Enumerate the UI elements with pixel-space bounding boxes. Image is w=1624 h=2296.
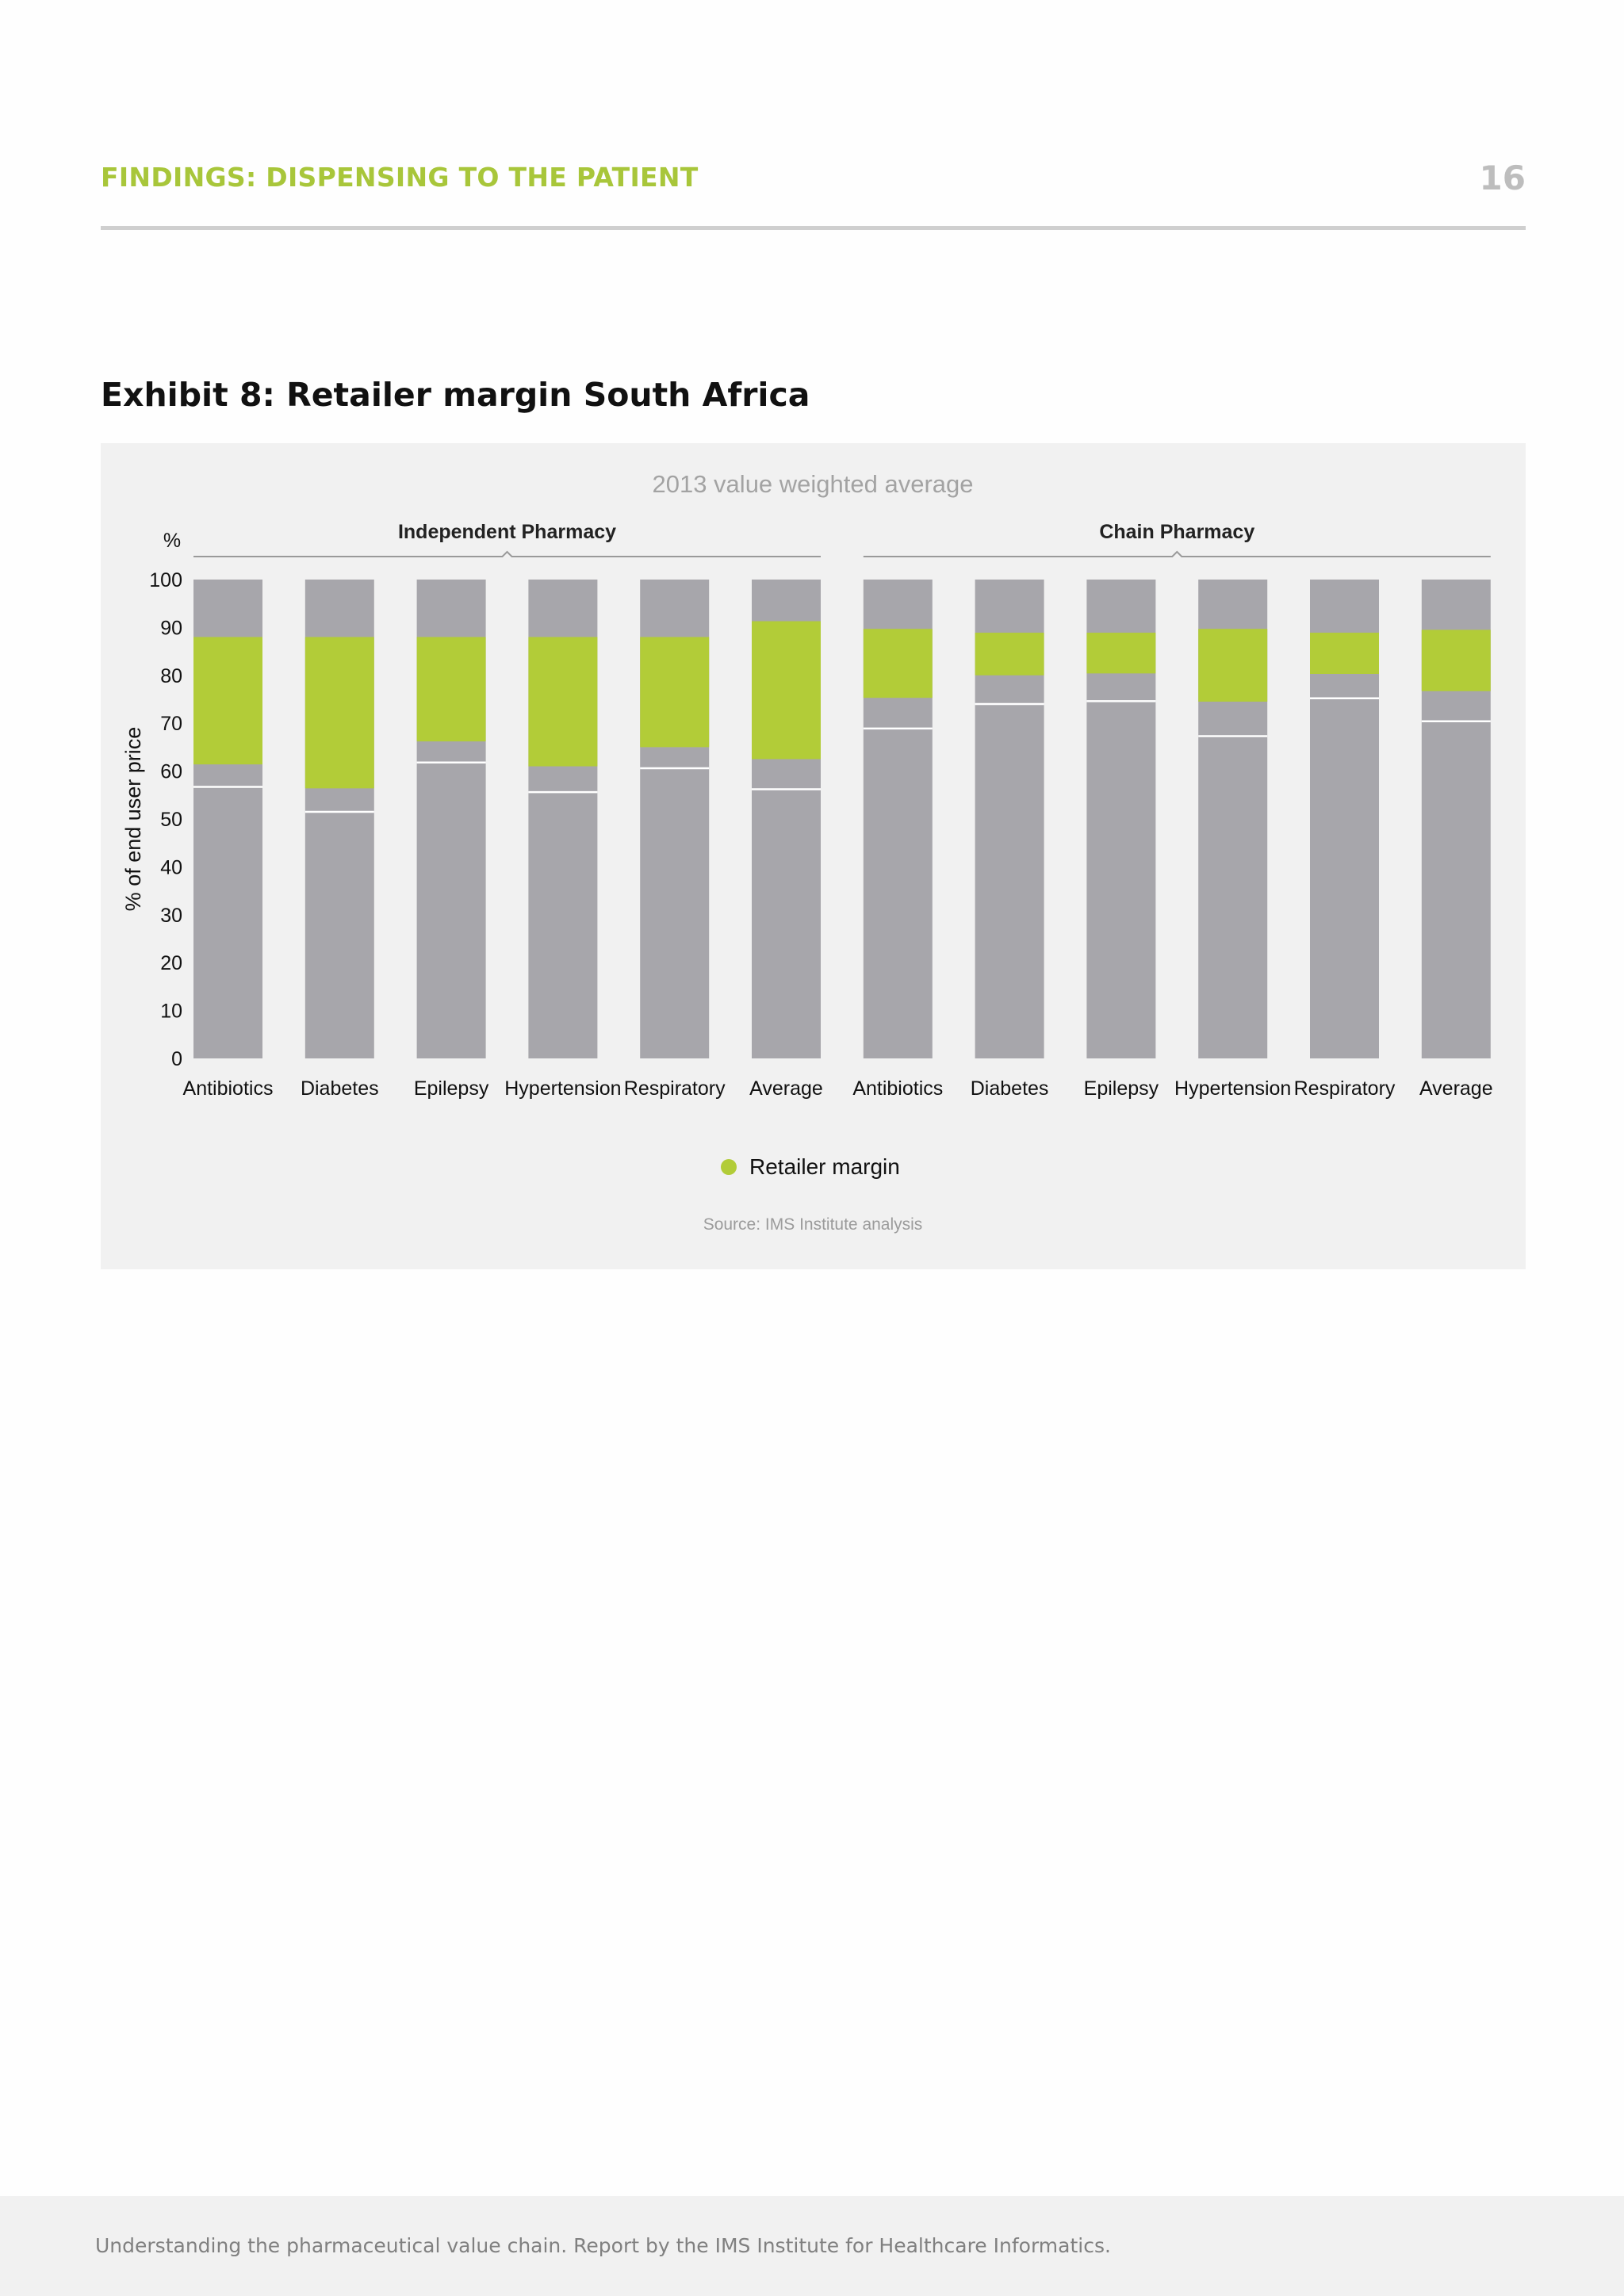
bar-retailer-margin [417, 637, 486, 741]
x-tick-label: Average [749, 1077, 823, 1100]
page-number: 16 [1479, 159, 1526, 197]
chart-subtitle: 2013 value weighted average [652, 470, 974, 498]
source-note: Source: IMS Institute analysis [703, 1215, 923, 1234]
bar-retailer-margin [1310, 633, 1379, 674]
x-tick-label: Epilepsy [413, 1077, 489, 1100]
bar-retailer-margin [528, 637, 597, 766]
y-tick-label: 60 [160, 760, 182, 783]
y-tick-label: 10 [160, 1000, 182, 1023]
x-tick-label: Hypertension [504, 1077, 622, 1100]
bar-retailer-margin [1198, 629, 1267, 702]
bar-retailer-margin [305, 637, 374, 788]
x-tick-label: Diabetes [300, 1077, 379, 1100]
y-tick-label: 100 [149, 569, 182, 591]
y-tick-label: 90 [160, 617, 182, 640]
bar-retailer-margin [975, 633, 1044, 675]
footer-text: Understanding the pharmaceutical value chain. Report by the IMS Institute for Healthcare Informatics. [95, 2234, 1111, 2257]
bar-retailer-margin [1086, 633, 1155, 673]
bar-retailer-margin [193, 637, 262, 764]
x-tick-label: Epilepsy [1083, 1077, 1159, 1100]
group-label: Independent Pharmacy [397, 521, 617, 543]
y-tick-label: 80 [160, 664, 182, 687]
bar-retailer-margin [864, 629, 933, 698]
x-tick-label: Respiratory [623, 1077, 726, 1100]
y-tick-label: 50 [160, 809, 182, 831]
x-tick-label: Hypertension [1174, 1077, 1292, 1100]
x-tick-label: Respiratory [1293, 1077, 1396, 1100]
bar-retailer-margin [640, 637, 709, 747]
exhibit-title: Exhibit 8: Retailer margin South Africa [101, 376, 810, 414]
y-tick-label: 40 [160, 856, 182, 879]
header-rule [101, 226, 1526, 230]
chart-panel [101, 443, 1526, 1269]
x-tick-label: Antibiotics [852, 1077, 944, 1100]
y-tick-label: 70 [160, 713, 182, 736]
y-axis-title: % of end user price [121, 726, 145, 912]
group-bracket [864, 552, 1491, 557]
x-tick-label: Diabetes [970, 1077, 1049, 1100]
y-axis-unit: % [163, 530, 182, 552]
bar-retailer-margin [1422, 629, 1491, 691]
legend-marker [721, 1159, 737, 1175]
section-title: FINDINGS: DISPENSING TO THE PATIENT [101, 162, 699, 193]
y-tick-label: 30 [160, 904, 182, 927]
x-tick-label: Average [1419, 1077, 1493, 1100]
bar-retailer-margin [752, 622, 821, 760]
x-tick-label: Antibiotics [182, 1077, 274, 1100]
y-tick-label: 20 [160, 952, 182, 975]
group-bracket [193, 552, 821, 557]
legend-label: Retailer margin [749, 1154, 900, 1179]
group-label: Chain Pharmacy [1099, 521, 1255, 543]
y-tick-label: 0 [171, 1048, 182, 1070]
chart-svg [101, 443, 1526, 1269]
